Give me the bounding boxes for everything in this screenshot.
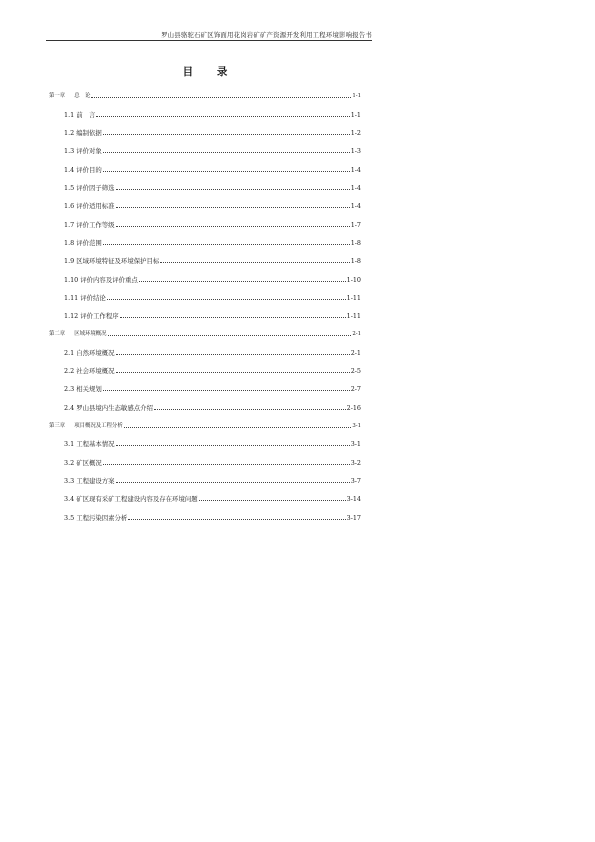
toc-page-number: 1-2	[350, 129, 361, 137]
toc-section-entry[interactable]	[64, 184, 361, 192]
toc-leader-dots	[116, 207, 350, 208]
toc-page-number: 3-17	[346, 514, 361, 522]
toc-page-number: 1-7	[350, 221, 361, 229]
toc-page-number: 3-2	[350, 459, 361, 467]
toc-page-number: 2-1	[350, 349, 361, 357]
toc-section-entry[interactable]	[64, 221, 361, 229]
toc-leader-dots	[91, 97, 351, 98]
toc-chapter-entry[interactable]	[49, 92, 361, 100]
toc-entry-title: 1.12 评价工作程序	[64, 312, 119, 320]
toc-entry-title	[49, 422, 123, 430]
toc-section-entry[interactable]	[64, 147, 361, 155]
toc-leader-dots	[103, 152, 350, 153]
toc-entry-title: 1.1 前 言	[64, 111, 96, 119]
toc-page-number: 1-11	[346, 294, 361, 302]
toc-leader-dots	[96, 116, 349, 117]
toc-section-entry[interactable]	[64, 312, 361, 320]
toc-leader-dots	[103, 464, 350, 465]
toc-leader-dots	[139, 281, 346, 282]
toc-leader-dots	[116, 189, 350, 190]
toc-entry-title	[49, 330, 107, 338]
toc-leader-dots	[103, 390, 350, 391]
toc-leader-dots	[116, 445, 350, 446]
toc-chapter-title: 总 论	[74, 93, 91, 99]
toc-page-number: 1-4	[350, 166, 361, 174]
toc-entry-title: 3.1 工程基本情况	[64, 440, 115, 448]
toc-entry-title: 1.10 评价内容及评价重点	[64, 276, 138, 284]
toc-entry-title: 1.2 编制依据	[64, 129, 102, 137]
toc-leader-dots	[154, 409, 346, 410]
toc-section-entry[interactable]	[64, 404, 361, 412]
toc-page-number: 1-10	[346, 276, 361, 284]
toc-section-entry[interactable]	[64, 129, 361, 137]
toc-page-number: 1-4	[350, 202, 361, 210]
toc-section-entry[interactable]	[64, 477, 361, 485]
toc-section-entry[interactable]	[64, 514, 361, 522]
toc-entry-title: 1.4 评价目的	[64, 166, 102, 174]
toc-chapter-title: 项目概况及工程分析	[74, 423, 123, 429]
toc-chapter-entry[interactable]	[49, 422, 361, 430]
toc-page-number: 2-16	[346, 404, 361, 412]
toc-leader-dots	[116, 482, 350, 483]
toc-title-char: 录	[216, 66, 238, 78]
toc-leader-dots	[103, 171, 350, 172]
toc-page-number: 3-14	[346, 495, 361, 503]
toc-entry-title: 1.5 评价因子筛选	[64, 184, 115, 192]
toc-section-entry[interactable]	[64, 257, 361, 265]
toc-entry-title: 2.2 社会环境概况	[64, 367, 115, 375]
toc-entry-title: 1.11 评价结论	[64, 294, 106, 302]
toc-chapter-number: 第一章	[49, 93, 66, 99]
toc-page-number: 2-7	[350, 385, 361, 393]
toc-entry-title: 1.7 评价工作等级	[64, 221, 115, 229]
toc-section-entry[interactable]	[64, 276, 361, 284]
toc-section-entry[interactable]	[64, 202, 361, 210]
toc-entry-title: 1.6 评价适用标准	[64, 202, 115, 210]
toc-leader-dots	[128, 519, 345, 520]
toc-leader-dots	[108, 335, 352, 336]
toc-page-number: 3-1	[352, 423, 361, 429]
toc-leader-dots	[116, 372, 350, 373]
toc-entry-title: 3.3 工程建设方案	[64, 477, 115, 485]
toc-entry-title: 1.8 评价范围	[64, 239, 102, 247]
toc-page-number: 3-1	[350, 440, 361, 448]
toc-section-entry[interactable]	[64, 495, 361, 503]
toc-section-entry[interactable]	[64, 349, 361, 357]
toc-leader-dots	[199, 500, 346, 501]
toc-page-number: 3-7	[350, 477, 361, 485]
toc-title-char: 目	[182, 66, 204, 78]
toc-entry-title: 2.1 自然环境概况	[64, 349, 115, 357]
toc-entry-title: 1.9 区域环境特征及环境保护目标	[64, 257, 160, 265]
toc-page-number: 1-3	[350, 147, 361, 155]
toc-page-number: 1-1	[352, 93, 361, 99]
toc-entry-title: 1.3 评价对象	[64, 147, 102, 155]
toc-entry-title: 2.3 相关规划	[64, 385, 102, 393]
toc-page-number: 1-8	[350, 239, 361, 247]
toc-leader-dots	[107, 299, 346, 300]
toc-chapter-title: 区域环境概况	[74, 331, 107, 337]
toc-entry-title: 2.4 罗山县境内生态敏感点介绍	[64, 404, 153, 412]
toc-section-entry[interactable]	[64, 367, 361, 375]
toc-section-entry[interactable]	[64, 440, 361, 448]
toc-leader-dots	[116, 226, 350, 227]
toc-entry-title: 3.2 矿区概况	[64, 459, 102, 467]
toc-page-number: 1-1	[350, 111, 361, 119]
toc-page-number: 1-4	[350, 184, 361, 192]
toc-chapter-number: 第二章	[49, 331, 66, 337]
toc-leader-dots	[103, 134, 350, 135]
toc-section-entry[interactable]	[64, 111, 361, 119]
toc-chapter-entry[interactable]	[49, 330, 361, 338]
toc-chapter-number: 第三章	[49, 423, 66, 429]
toc-leader-dots	[124, 427, 352, 428]
toc-entry-title: 3.5 工程污染因素分析	[64, 514, 128, 522]
toc-entry-title	[49, 92, 90, 100]
toc-leader-dots	[116, 354, 350, 355]
toc-entry-title: 3.4 矿区现有采矿工程建设内容及存在环境问题	[64, 495, 198, 503]
toc-leader-dots	[160, 262, 349, 263]
toc-page-number: 2-5	[350, 367, 361, 375]
toc-leader-dots	[103, 244, 350, 245]
toc-leader-dots	[120, 317, 346, 318]
running-header: 罗山县骆驼石矿区饰面用花岗岩矿矿产资源开发利用工程环境影响报告书	[161, 31, 372, 39]
toc-page-number: 1-11	[346, 312, 361, 320]
toc-section-entry[interactable]	[64, 239, 361, 247]
toc-section-entry[interactable]	[64, 166, 361, 174]
toc-section-entry[interactable]	[64, 459, 361, 467]
toc-section-entry[interactable]	[64, 385, 361, 393]
toc-page-number: 2-1	[352, 331, 361, 337]
toc-section-entry[interactable]	[64, 294, 361, 302]
toc-page-number: 1-8	[350, 257, 361, 265]
